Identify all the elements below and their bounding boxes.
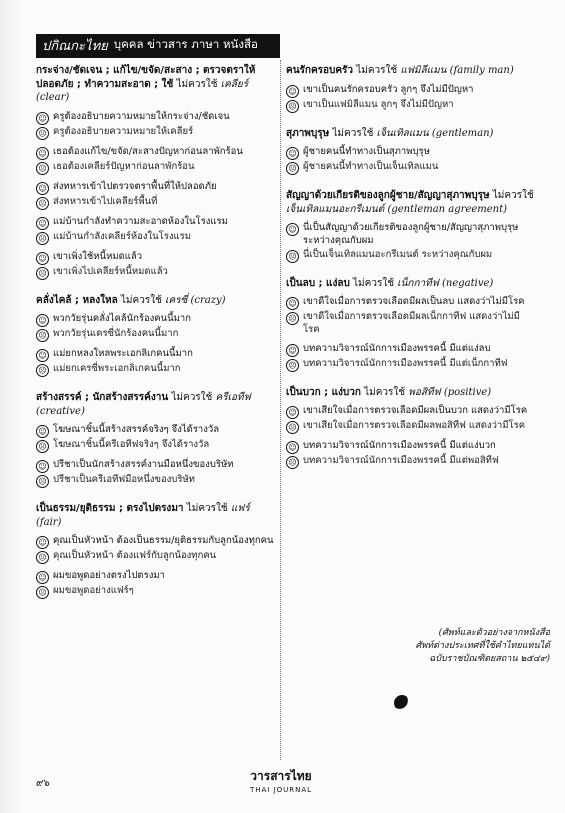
term-heading-loanword: พอสิทีฟ (positive) [408,386,492,398]
example-text: เขาดีใจเมื่อการตรวจเลือดมีผลเป็นลบ แสดงว่าไม่มีโรค [303,296,525,308]
correct-example [286,296,536,310]
incorrect-example [36,328,274,342]
term-heading-connector: ไม่ควรใช้ [173,78,221,90]
footer-logo [236,767,326,794]
example-text: ส่งทหารเข้าไปเคลียร์พื้นที่ [53,195,158,207]
correct-example [36,348,274,362]
correct-example [36,146,274,160]
frowning-face-icon: ☹ [36,197,49,210]
source-line: ศัพท์ต่างประเทศที่ใช้คำไทยแทนได้ [415,641,550,652]
example-text: โฆษณาชิ้นนี้ครีเอทีฟจริงๆ จึงได้รางวัล [53,439,210,450]
example-text: ผู้ชายคนนี้ทำทางเป็นเจ็นเทิลแมน [303,161,439,172]
header-subtitle: บุคคล ข่าวสาร ภาษา หนังสือ [113,37,258,51]
smiley-face-icon: ☺ [36,536,49,549]
correct-example [36,216,274,230]
example-text: นี่เป็นเจ็นเทิลแมนอะกรีเมนต์ ระหว่างคุณกับผม [303,248,493,260]
term-heading-thai: กระจ่าง/ชัดเจน ; แก้ไข/ขจัด/สะสาง ; ตรวจตราให้ปลอดภัย ; ทำความสะอาด ; ใช้ [36,65,256,90]
term-heading-connector: ไม่ควรใช้ [489,190,534,201]
term-heading [286,189,536,216]
incorrect-example [286,420,536,434]
correct-example [36,181,274,195]
term-heading-thai: คนรักครอบครัว [286,65,354,76]
smiley-face-icon: ☺ [36,314,49,327]
example-text: เธอต้องแก้ไข/ขจัด/สะสางปัญหาก่อนลาพักร้อน [53,145,243,157]
term-heading [286,277,536,291]
smiley-face-icon: ☺ [36,571,49,584]
correct-example [286,146,536,160]
example-text: แม่ยกหลงใหลพระเอกลิเกคนนี้มาก [53,348,193,359]
frowning-face-icon: ☹ [36,551,49,564]
example-text: พวกวัยรุ่นคลั่งไคล้นักร้องคนนี้มาก [53,313,192,324]
frowning-face-icon: ☹ [36,267,49,280]
term-heading [36,502,274,529]
incorrect-example [286,161,536,175]
incorrect-example [286,358,536,372]
term-heading-thai: เป็นบวก ; แง่บวก [286,386,361,398]
term-heading-thai: สัญญาด้วยเกียรติของลูกผู้ชาย/สัญญาสุภาพบุรุษ [286,190,490,201]
term-heading-thai: เป็นลบ ; แง่ลบ [286,277,350,289]
term-heading-loanword: เจ็นเทิลแมนอะกรีเมนต์ (gentleman agreement) [286,203,508,215]
source-line: ฉบับราชบัณฑิตยสถาน ๒๕๔๙) [429,654,550,665]
incorrect-example [36,363,274,377]
incorrect-example [36,550,274,564]
correct-example [286,343,536,357]
column-divider [280,60,281,760]
example-text: คุณเป็นหัวหน้า ต้องแฟร์กับลูกน้องทุกคน [53,550,217,561]
incorrect-example [36,585,274,599]
smiley-face-icon: ☺ [286,85,299,98]
term-heading-connector: ไม่ควรใช้ [349,277,398,289]
example-text: ปรีชาเป็นครีเอทีฟมือหนึ่งของบริษัท [53,474,195,485]
term-heading [36,64,274,105]
end-mark-icon [394,695,410,711]
frowning-face-icon: ☹ [36,586,49,599]
scan-edge [0,0,22,813]
frowning-face-icon: ☹ [36,364,49,377]
term-section [36,502,274,599]
example-text: เขาเพิ่งใช้หนี้หมดแล้ว [53,250,143,262]
frowning-face-icon: ☹ [286,250,299,263]
example-text: คุณเป็นหัวหน้า ต้องเป็นธรรม/ยุติธรรมกับลูกน้องทุกคน [53,535,274,546]
term-heading-connector: ไม่ควรใช้ [168,392,216,403]
term-heading [36,391,274,418]
logo-name: วารสารไทย [250,769,312,783]
frowning-face-icon: ☹ [36,440,49,453]
left-column [36,64,274,613]
example-text: ครูต้องอธิบายความหมายให้เคลียร์ [53,125,194,137]
term-section [286,386,536,470]
smiley-face-icon: ☺ [36,460,49,473]
logo-sub: THAI JOURNAL [249,786,313,794]
incorrect-example [36,474,274,488]
header-rule [36,56,280,58]
term-section [286,64,536,113]
term-heading [286,64,536,78]
frowning-face-icon: ☹ [36,162,49,175]
term-heading-loanword: เครซี่ (crazy) [165,294,226,306]
correct-example [36,535,274,549]
smiley-face-icon: ☺ [36,349,49,362]
page-number: ๙๖ [36,778,50,789]
example-text: แม่บ้านกำลังทำความสะอาดห้องในโรงแรม [53,215,228,227]
correct-example [36,424,274,438]
term-heading-thai: คลั่งไคล้ ; หลงใหล [36,294,118,306]
correct-example [286,84,536,98]
frowning-face-icon: ☹ [36,329,49,342]
incorrect-example [36,196,274,210]
example-text: แม่บ้านกำลังเคลียร์ห้องในโรงแรม [53,230,191,242]
term-heading [36,294,274,308]
term-section [36,64,274,280]
correct-example [36,570,274,584]
example-text: บทความวิจารณ์นักการเมืองพรรคนี้ มีแต่แง่ลบ [303,342,491,354]
example-text: ผมขอพูดอย่างแฟร์ๆ [53,585,134,596]
term-heading-connector: ไม่ควรใช้ [183,503,231,514]
frowning-face-icon: ☹ [286,312,299,325]
correct-example [286,222,536,248]
example-text: ผมขอพูดอย่างตรงไปตรงมา [53,570,165,581]
example-text: แม่ยกเครซี่พระเอกลิเกคนนี้มาก [53,363,181,374]
term-heading-loanword: แฟมิลีแมน (family man) [400,65,514,76]
smiley-face-icon: ☺ [36,147,49,160]
frowning-face-icon: ☹ [36,127,49,140]
example-text: เขาเป็นแฟมิลีแมน ลูกๆ จึงไม่มีปัญหา [303,98,454,110]
incorrect-example [286,99,536,113]
term-section [36,391,274,488]
example-text: เขาเสียใจเมื่อการตรวจเลือดมีผลเป็นบวก แสดงว่ามีโรค [303,405,528,417]
smiley-face-icon: ☺ [36,112,49,125]
term-heading-connector: ไม่ควรใช้ [329,127,377,139]
right-column [286,64,536,483]
term-heading-loanword: เน็กกาทีฟ (negative) [397,277,494,289]
correct-example [36,251,274,265]
term-heading-loanword: ครีเอทีฟ (creative) [36,392,251,417]
correct-example [286,440,536,454]
example-text: ครูต้องอธิบายความหมายให้กระจ่าง/ชัดเจน [53,110,230,122]
incorrect-example [286,455,536,469]
term-heading-connector: ไม่ควรใช้ [353,65,401,76]
example-text: บทความวิจารณ์นักการเมืองพรรคนี้ มีแต่แง่บวก [303,440,496,452]
incorrect-example [36,161,274,175]
incorrect-example [36,231,274,245]
correct-example [36,313,274,327]
source-note [370,627,550,666]
term-heading-connector: ไม่ควรใช้ [117,294,166,306]
frowning-face-icon: ☹ [286,359,299,372]
term-heading-loanword: แฟร์ (fair) [36,503,250,528]
smiley-face-icon: ☺ [36,182,49,195]
frowning-face-icon: ☹ [286,100,299,113]
smiley-face-icon: ☺ [36,252,49,265]
term-section [286,127,536,176]
incorrect-example [36,439,274,453]
frowning-face-icon: ☹ [36,475,49,488]
term-heading-thai: เป็นธรรม/ยุติธรรม ; ตรงไปตรงมา [36,503,184,514]
term-heading [286,386,536,400]
example-text: ผู้ชายคนนี้ทำทางเป็นสุภาพบุรุษ [303,146,430,157]
incorrect-example [36,266,274,280]
example-text: เขาดีใจเมื่อการตรวจเลือดมีผลเน็กกาทีฟ แสดงว่าไม่มีโรค [303,311,520,335]
example-text: บทความวิจารณ์นักการเมืองพรรคนี้ มีแต่เน็กกาทีฟ [303,357,508,369]
smiley-face-icon: ☺ [286,406,299,419]
incorrect-example [286,249,536,263]
correct-example [36,111,274,125]
example-text: นี่เป็นสัญญาด้วยเกียรติของลูกผู้ชาย/สัญญาสุภาพบุรุษ ระหว่างคุณกับผม [303,222,519,246]
incorrect-example [36,126,274,140]
example-text: โฆษณาชิ้นนี้สร้างสรรค์จริงๆ จึงได้รางวัล [53,424,220,435]
header-brand: ปกิณกะไทย [42,38,108,54]
term-section [286,277,536,372]
correct-example [36,459,274,473]
smiley-face-icon: ☺ [286,297,299,310]
term-heading-thai: สุภาพบุรุษ [286,127,330,139]
smiley-face-icon: ☺ [36,425,49,438]
frowning-face-icon: ☹ [286,421,299,434]
example-text: เขาเป็นคนรักครอบครัว ลูกๆ จึงไม่มีปัญหา [303,83,474,95]
smiley-face-icon: ☺ [286,147,299,160]
term-heading-loanword: เคลียร์ (clear) [36,78,249,103]
smiley-face-icon: ☺ [286,441,299,454]
smiley-face-icon: ☺ [36,217,49,230]
example-text: ปรีชาเป็นนักสร้างสรรค์งานมือหนึ่งของบริษัท [53,459,234,470]
example-text: เขาเสียใจเมื่อการตรวจเลือดมีผลพอสิทีฟ แสดงว่ามีโรค [303,420,526,432]
correct-example [286,405,536,419]
smiley-face-icon: ☺ [286,344,299,357]
term-heading [286,127,536,141]
frowning-face-icon: ☹ [286,456,299,469]
example-text: เธอต้องเคลียร์ปัญหาก่อนลาพักร้อน [53,160,195,172]
term-heading-loanword: เจ็นเทิลแมน (gentleman) [376,127,494,139]
example-text: ส่งทหารเข้าไปตรวจตราพื้นที่ให้ปลอดภัย [53,180,217,192]
term-heading-thai: สร้างสรรค์ ; นักสร้างสรรค์งาน [36,392,169,403]
source-line: (ศัพท์และตัวอย่างจากหนังสือ [438,628,550,638]
example-text: เขาเพิ่งไปเคลียร์หนี้หมดแล้ว [53,265,168,277]
frowning-face-icon: ☹ [286,162,299,175]
term-section [286,189,536,263]
term-heading-connector: ไม่ควรใช้ [360,386,409,398]
frowning-face-icon: ☹ [36,232,49,245]
example-text: พวกวัยรุ่นเครซี่นักร้องคนนี้มาก [53,328,179,339]
incorrect-example [286,311,536,337]
smiley-face-icon: ☺ [286,223,299,236]
term-section [36,294,274,378]
section-header [36,34,280,56]
example-text: บทความวิจารณ์นักการเมืองพรรคนี้ มีแต่พอสิทีฟ [303,455,499,467]
